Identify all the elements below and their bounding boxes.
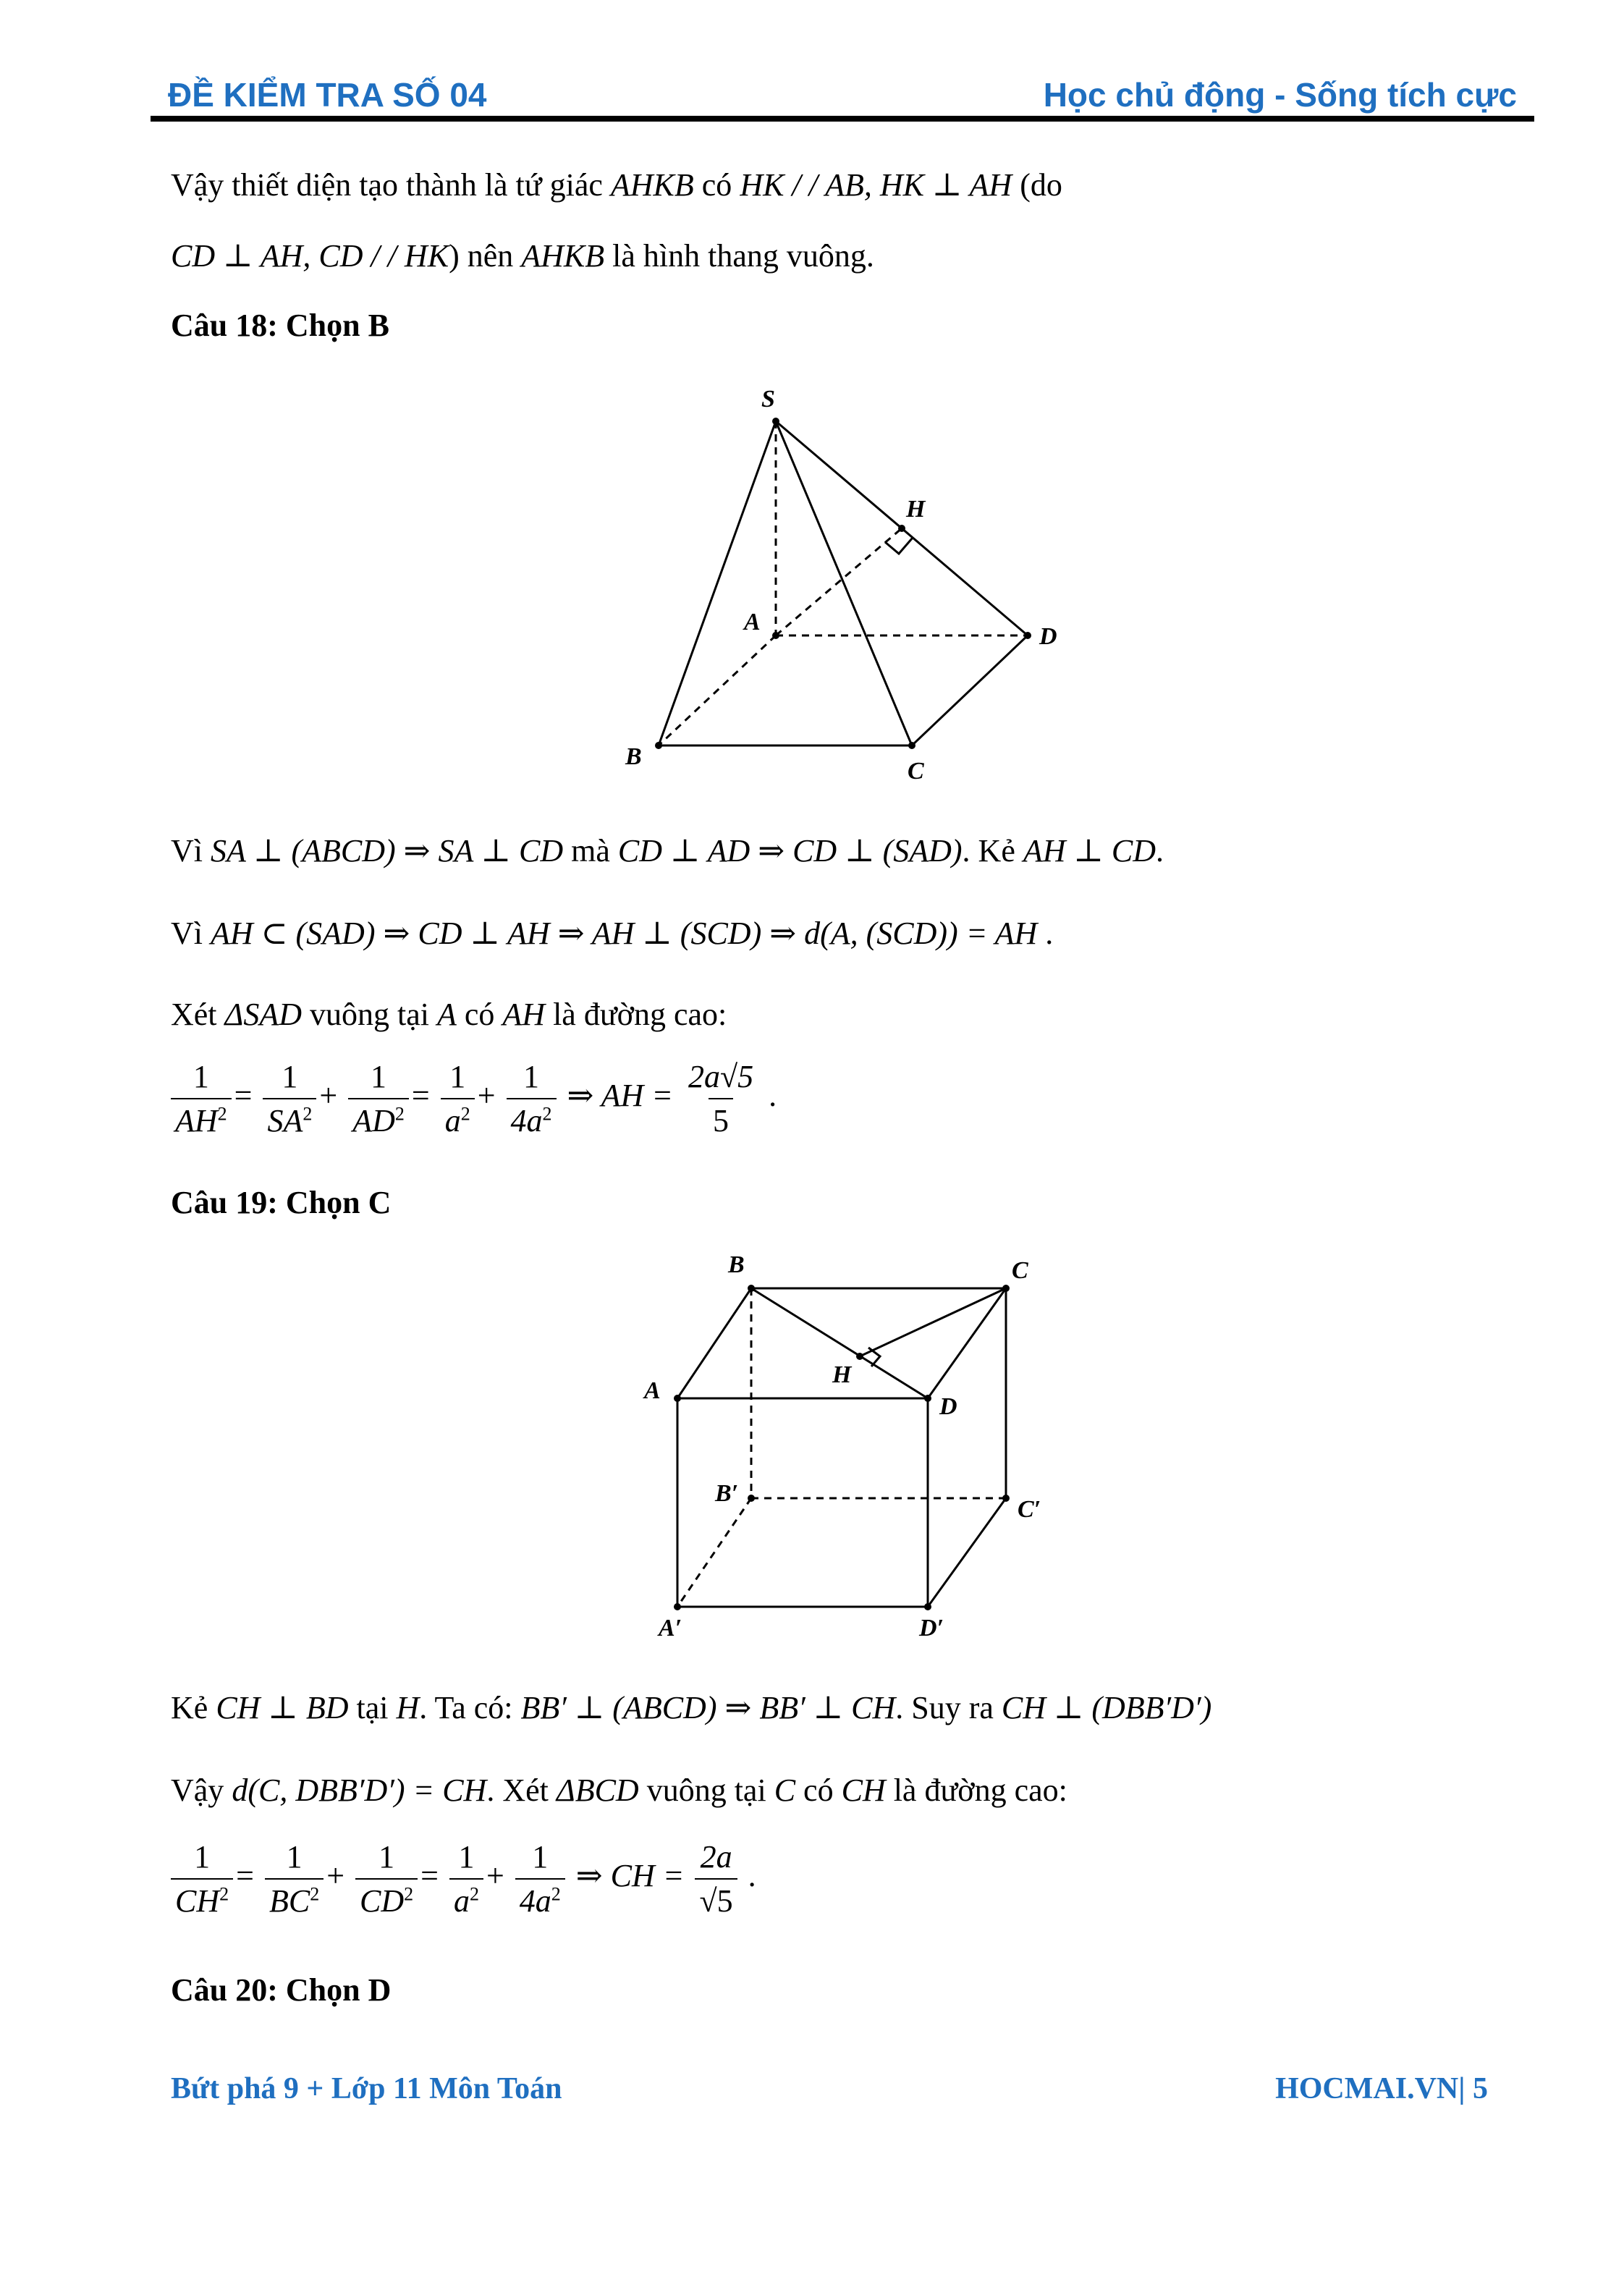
q18-line-1: Vì SA ⊥ (ABCD) ⇒ SA ⊥ CD mà CD ⊥ AD ⇒ CD ⊥ (SAD). Kẻ AH ⊥ CD.	[171, 833, 1164, 869]
label-a: A	[644, 1377, 661, 1404]
segment-ch	[860, 1288, 1006, 1356]
footer-course: Bứt phá 9 + Lớp 11 Môn Toán	[171, 2072, 562, 2105]
edge-cd	[912, 635, 1028, 745]
edge-ab	[659, 635, 776, 745]
label-h: H	[906, 496, 926, 523]
label-bp: B′	[715, 1480, 739, 1507]
edge-dpcp	[928, 1498, 1006, 1607]
paragraph-line-2: CD ⊥ AH, CD / / HK) nên AHKB là hình thang vuông.	[171, 238, 874, 274]
edge-sb	[659, 421, 776, 745]
question-19-heading: Câu 19: Chọn C	[171, 1185, 392, 1220]
footer-page: HOCMAI.VN| 5	[1275, 2072, 1488, 2105]
q18-line-2: Vì AH ⊂ (SAD) ⇒ CD ⊥ AH ⇒ AH ⊥ (SCD) ⇒ d(A, (SCD)) = AH .	[171, 916, 1054, 951]
header-rule	[151, 116, 1534, 122]
label-d: D	[1039, 623, 1057, 650]
label-c: C	[908, 758, 924, 785]
paragraph-line-1: Vậy thiết diện tạo thành là tứ giác AHKB có HK / / AB, HK ⊥ AH (do	[171, 167, 1062, 203]
edge-ba	[677, 1288, 751, 1398]
label-cp: C′	[1018, 1496, 1041, 1523]
q19-line-2: Vậy d(C, DBB′D′) = CH. Xét ΔBCD vuông tại C có CH là đường cao:	[171, 1772, 1067, 1808]
label-h: H	[832, 1361, 852, 1388]
label-ap: A′	[659, 1615, 682, 1641]
label-dp: D′	[919, 1615, 944, 1641]
edge-cd	[928, 1288, 1006, 1398]
q18-formula: $\frac{1}{AH^2}$ = $\frac{1}{SA^2}$ + $\frac{1}{AD^2}$ = $\frac{1}{a^2}$ + $\frac{1}{4a^2}$ ⇒ AH = $\frac{2a√5}{5}$ .	[168, 1058, 777, 1139]
question-20-heading: Câu 20: Chọn D	[171, 1972, 392, 2008]
label-a: A	[744, 609, 761, 635]
label-c: C	[1012, 1257, 1028, 1284]
segment-ah	[776, 528, 902, 635]
header-slogan: Học chủ động - Sống tích cực	[1043, 76, 1517, 114]
header-title: ĐỀ KIỂM TRA SỐ 04	[168, 76, 487, 114]
label-s: S	[761, 386, 775, 413]
question-18-heading: Câu 18: Chọn B	[171, 308, 389, 343]
pyramid-figure	[608, 376, 1086, 789]
q19-line-1: Kẻ CH ⊥ BD tại H. Ta có: BB′ ⊥ (ABCD) ⇒ BB′ ⊥ CH. Suy ra CH ⊥ (DBB′D′)	[171, 1690, 1212, 1725]
edge-bpap	[677, 1498, 751, 1607]
edge-sc	[776, 421, 912, 745]
label-b: B	[728, 1251, 745, 1278]
label-d: D	[939, 1393, 957, 1420]
q19-formula: $\frac{1}{CH^2}$ = $\frac{1}{BC^2}$ + $\frac{1}{CD^2}$ = $\frac{1}{a^2}$ + $\frac{1}{4a^2}$ ⇒ CH = $\frac{2a}{√5}$ .	[168, 1838, 756, 1919]
label-b: B	[625, 743, 642, 770]
box-figure	[622, 1238, 1071, 1643]
q18-line-3: Xét ΔSAD vuông tại A có AH là đường cao:	[171, 997, 727, 1032]
